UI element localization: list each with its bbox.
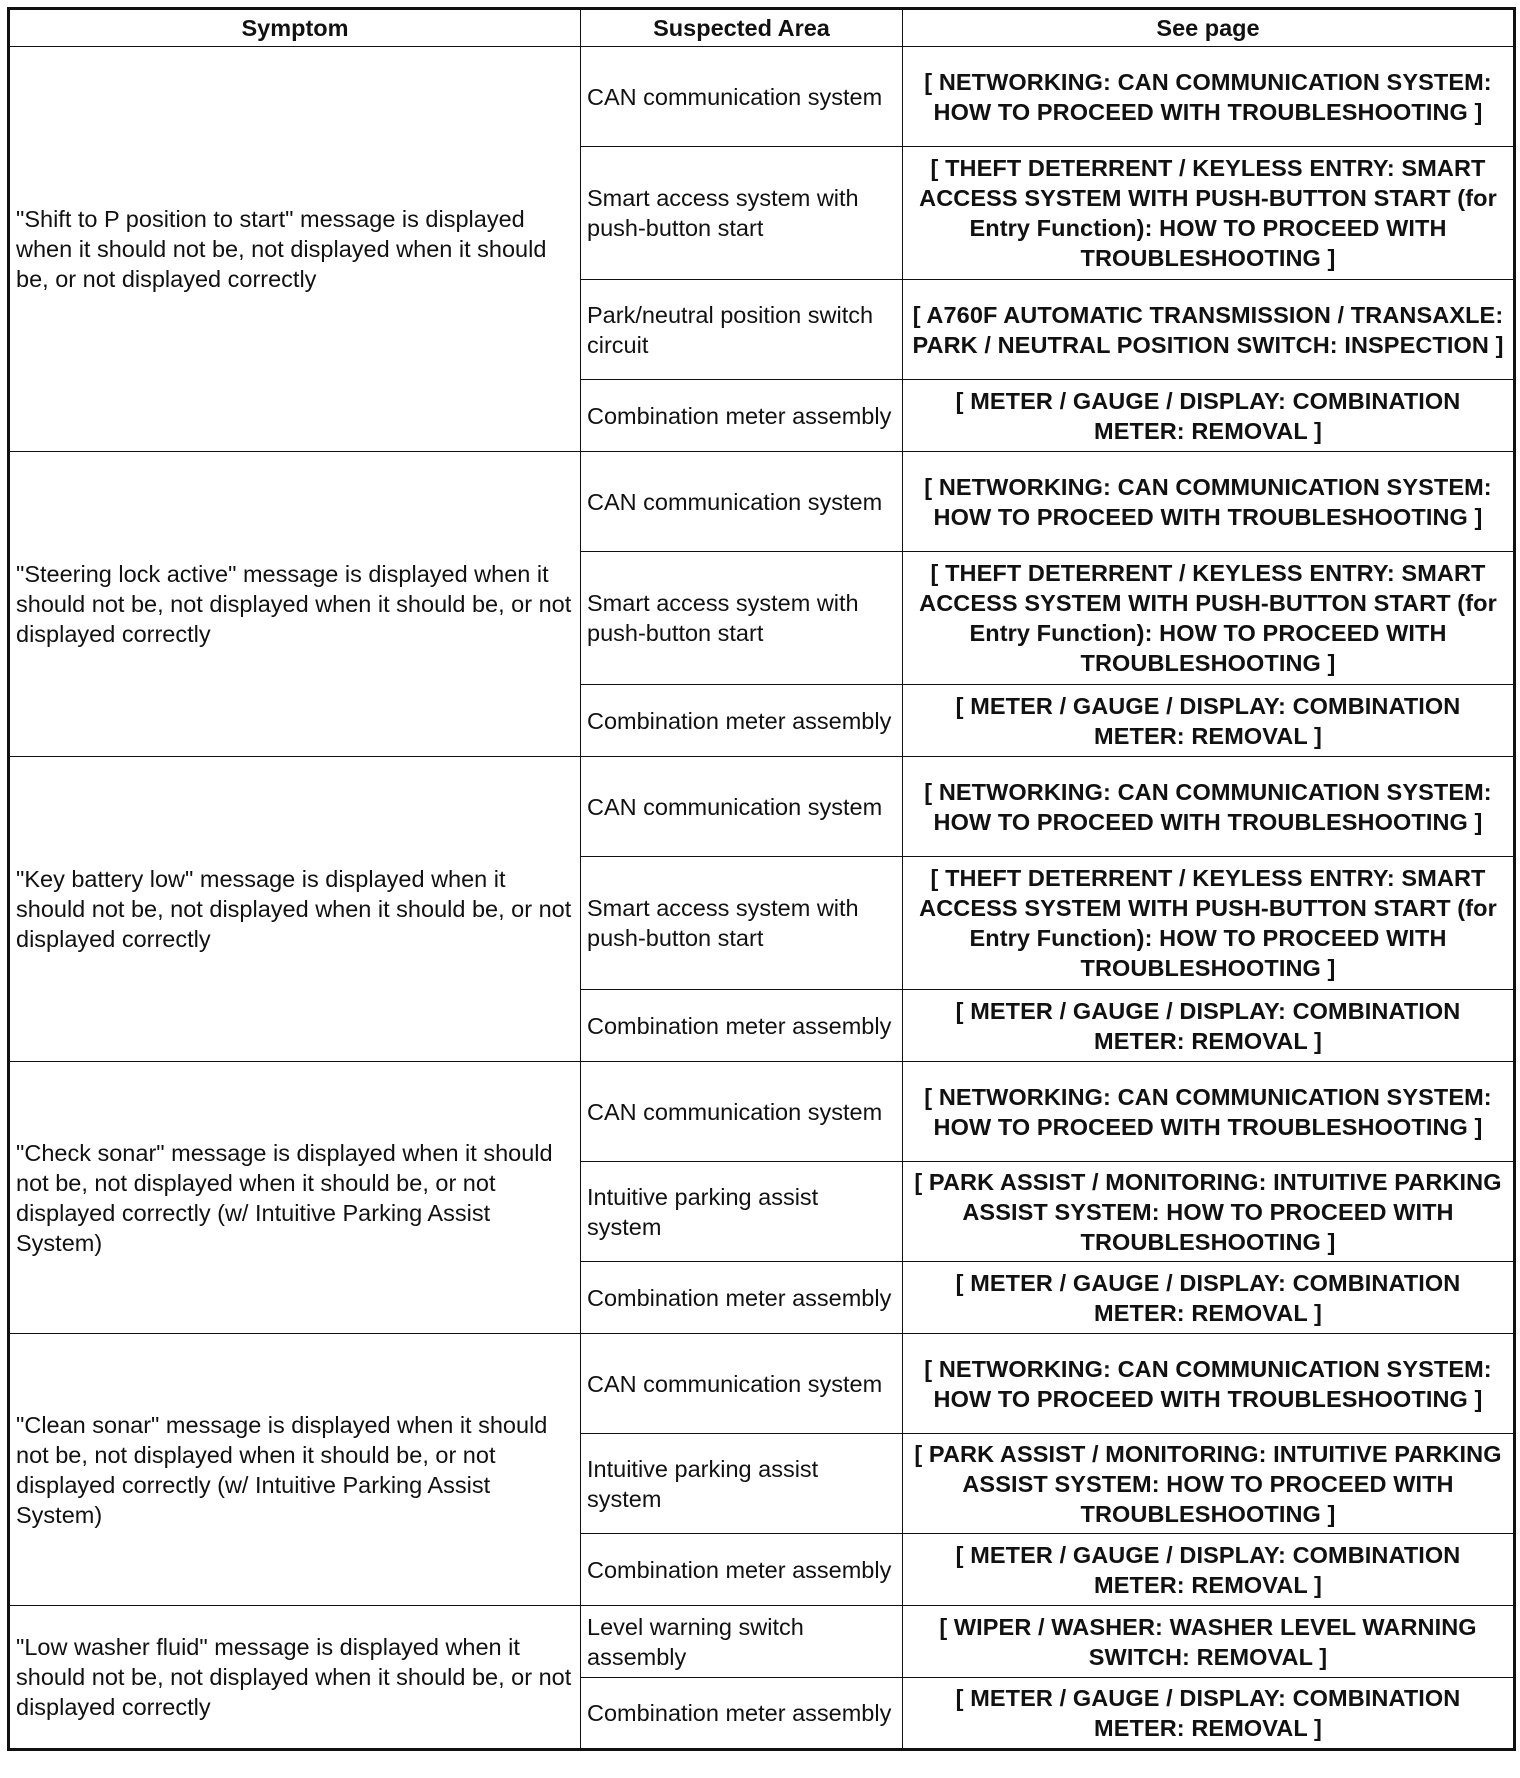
suspected-area-cell: Intuitive parking assist system xyxy=(581,1434,903,1534)
suspected-area-cell: Level warning switch assembly xyxy=(581,1606,903,1678)
suspected-area-cell: Park/neutral position switch circuit xyxy=(581,280,903,380)
see-page-cell: [ METER / GAUGE / DISPLAY: COMBINATION METER: REMOVAL ] xyxy=(903,1678,1515,1750)
header-suspected-area: Suspected Area xyxy=(581,9,903,47)
header-see-page: See page xyxy=(903,9,1515,47)
see-page-cell: [ PARK ASSIST / MONITORING: INTUITIVE PARKING ASSIST SYSTEM: HOW TO PROCEED WITH TROUBLESHOOTING ] xyxy=(903,1162,1515,1262)
suspected-area-cell: Combination meter assembly xyxy=(581,685,903,757)
suspected-area-cell: Combination meter assembly xyxy=(581,990,903,1062)
suspected-area-cell: CAN communication system xyxy=(581,1334,903,1434)
header-row xyxy=(9,9,1515,47)
table-row xyxy=(9,47,1515,147)
see-page-cell: [ METER / GAUGE / DISPLAY: COMBINATION METER: REMOVAL ] xyxy=(903,685,1515,757)
see-page-cell: [ METER / GAUGE / DISPLAY: COMBINATION METER: REMOVAL ] xyxy=(903,1262,1515,1334)
header-symptom: Symptom xyxy=(9,9,581,47)
suspected-area-cell: Intuitive parking assist system xyxy=(581,1162,903,1262)
table-row xyxy=(9,757,1515,857)
table-row xyxy=(9,452,1515,552)
suspected-area-cell: Combination meter assembly xyxy=(581,380,903,452)
symptom-cell: "Low washer fluid" message is displayed when it should not be, not displayed when it should be, or not displayed correctly xyxy=(9,1606,581,1750)
suspected-area-cell: Smart access system with push-button start xyxy=(581,147,903,280)
symptom-cell: "Steering lock active" message is displayed when it should not be, not displayed when it should be, or not displayed correctly xyxy=(9,452,581,757)
symptom-cell: "Shift to P position to start" message is displayed when it should not be, not displayed when it should be, or not displayed correctly xyxy=(9,47,581,452)
suspected-area-cell: CAN communication system xyxy=(581,452,903,552)
suspected-area-cell: Combination meter assembly xyxy=(581,1678,903,1750)
symptom-cell: "Key battery low" message is displayed when it should not be, not displayed when it should be, or not displayed correctly xyxy=(9,757,581,1062)
see-page-cell: [ NETWORKING: CAN COMMUNICATION SYSTEM: HOW TO PROCEED WITH TROUBLESHOOTING ] xyxy=(903,452,1515,552)
suspected-area-cell: Combination meter assembly xyxy=(581,1534,903,1606)
suspected-area-cell: Smart access system with push-button start xyxy=(581,552,903,685)
table-row xyxy=(9,1606,1515,1678)
suspected-area-cell: Combination meter assembly xyxy=(581,1262,903,1334)
see-page-cell: [ NETWORKING: CAN COMMUNICATION SYSTEM: HOW TO PROCEED WITH TROUBLESHOOTING ] xyxy=(903,1334,1515,1434)
suspected-area-cell: CAN communication system xyxy=(581,757,903,857)
suspected-area-cell: CAN communication system xyxy=(581,47,903,147)
suspected-area-cell: Smart access system with push-button start xyxy=(581,857,903,990)
see-page-cell: [ METER / GAUGE / DISPLAY: COMBINATION METER: REMOVAL ] xyxy=(903,380,1515,452)
see-page-cell: [ METER / GAUGE / DISPLAY: COMBINATION METER: REMOVAL ] xyxy=(903,990,1515,1062)
see-page-cell: [ NETWORKING: CAN COMMUNICATION SYSTEM: HOW TO PROCEED WITH TROUBLESHOOTING ] xyxy=(903,47,1515,147)
see-page-cell: [ PARK ASSIST / MONITORING: INTUITIVE PARKING ASSIST SYSTEM: HOW TO PROCEED WITH TROUBLESHOOTING ] xyxy=(903,1434,1515,1534)
see-page-cell: [ NETWORKING: CAN COMMUNICATION SYSTEM: HOW TO PROCEED WITH TROUBLESHOOTING ] xyxy=(903,757,1515,857)
table-row xyxy=(9,1334,1515,1434)
see-page-cell: [ A760F AUTOMATIC TRANSMISSION / TRANSAXLE: PARK / NEUTRAL POSITION SWITCH: INSPECTION ] xyxy=(903,280,1515,380)
see-page-cell: [ THEFT DETERRENT / KEYLESS ENTRY: SMART ACCESS SYSTEM WITH PUSH-BUTTON START (for Entry Function): HOW TO PROCEED WITH TROUBLESHOOTING ] xyxy=(903,552,1515,685)
see-page-cell: [ WIPER / WASHER: WASHER LEVEL WARNING SWITCH: REMOVAL ] xyxy=(903,1606,1515,1678)
see-page-cell: [ NETWORKING: CAN COMMUNICATION SYSTEM: HOW TO PROCEED WITH TROUBLESHOOTING ] xyxy=(903,1062,1515,1162)
see-page-cell: [ METER / GAUGE / DISPLAY: COMBINATION METER: REMOVAL ] xyxy=(903,1534,1515,1606)
symptom-cell: "Check sonar" message is displayed when it should not be, not displayed when it should be, or not displayed correctly (w/ Intuitive Parking Assist System) xyxy=(9,1062,581,1334)
see-page-cell: [ THEFT DETERRENT / KEYLESS ENTRY: SMART ACCESS SYSTEM WITH PUSH-BUTTON START (for Entry Function): HOW TO PROCEED WITH TROUBLESHOOTING ] xyxy=(903,147,1515,280)
table-row xyxy=(9,1062,1515,1162)
suspected-area-cell: CAN communication system xyxy=(581,1062,903,1162)
symptom-cell: "Clean sonar" message is displayed when it should not be, not displayed when it should be, or not displayed correctly (w/ Intuitive Parking Assist System) xyxy=(9,1334,581,1606)
see-page-cell: [ THEFT DETERRENT / KEYLESS ENTRY: SMART ACCESS SYSTEM WITH PUSH-BUTTON START (for Entry Function): HOW TO PROCEED WITH TROUBLESHOOTING ] xyxy=(903,857,1515,990)
troubleshooting-table xyxy=(7,7,1516,1751)
